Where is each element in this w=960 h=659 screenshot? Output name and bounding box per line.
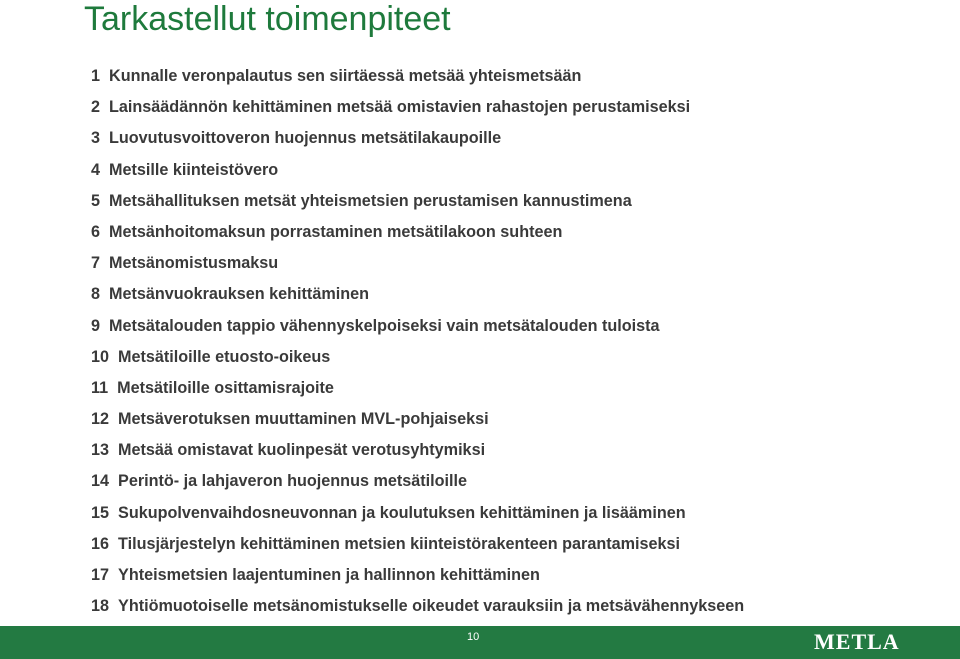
list-item-text: Sukupolvenvaihdosneuvonnan ja koulutuksen kehittäminen ja lisääminen <box>118 503 686 522</box>
list-item-text: Metsänvuokrauksen kehittäminen <box>109 285 369 304</box>
list-item-number: 2 <box>91 98 101 117</box>
list-item-number: 6 <box>91 222 101 241</box>
list-item <box>91 186 744 217</box>
list-item-text: Metsähallituksen metsät yhteismetsien perustamisen kannustimena <box>109 191 632 210</box>
list-item-text: Tilusjärjestelyn kehittäminen metsien kiinteistörakenteen parantamiseksi <box>118 534 681 553</box>
list-item-number: 10 <box>91 347 110 366</box>
list-item-text: Metsäverotuksen muuttaminen MVL-pohjaiseksi <box>118 410 489 429</box>
list-item-text: Metsätiloille osittamisrajoite <box>117 378 334 397</box>
list-item-number: 16 <box>91 534 110 553</box>
list-item <box>91 248 744 279</box>
page-number: 10 <box>467 631 480 643</box>
list-item-text: Metsää omistavat kuolinpesät verotusyhtymiksi <box>118 441 486 460</box>
slide-title: Tarkastellut toimenpiteet <box>84 0 451 38</box>
list-item <box>91 373 744 404</box>
list-item-text: Metsille kiinteistövero <box>109 160 279 179</box>
list-item-number: 18 <box>91 597 110 616</box>
list-item-text: Yhtiömuotoiselle metsänomistukselle oikeudet varauksiin ja metsävähennykseen <box>118 597 745 616</box>
list-item-number: 8 <box>91 285 101 304</box>
list-item <box>91 123 744 154</box>
list-item-text: Metsänomistusmaksu <box>109 254 279 273</box>
list-item <box>91 342 744 373</box>
list-item-text: Metsätiloille etuosto-oikeus <box>118 347 331 366</box>
list-item <box>91 529 744 560</box>
list-item-text: Kunnalle veronpalautus sen siirtäessä metsää yhteismetsään <box>109 67 582 85</box>
list-item-text: Perintö- ja lahjaveron huojennus metsätiloille <box>118 472 468 491</box>
list-item <box>91 560 744 591</box>
metla-logo: METLA <box>814 629 900 654</box>
list-item <box>91 61 744 92</box>
list-item-text: Metsänhoitomaksun porrastaminen metsätilakoon suhteen <box>109 222 563 241</box>
list-item-text: Lainsäädännön kehittäminen metsää omistavien rahastojen perustamiseksi <box>109 98 691 117</box>
list-item <box>91 92 744 123</box>
list-item-text: Yhteismetsien laajentuminen ja hallinnon kehittäminen <box>118 566 540 584</box>
list-item <box>91 435 744 466</box>
list-item <box>91 217 744 248</box>
list-item-number: 3 <box>91 129 101 148</box>
list-item <box>91 498 744 529</box>
measures-list <box>91 61 744 622</box>
list-item-number: 15 <box>91 503 110 522</box>
list-item-number: 14 <box>91 472 110 491</box>
list-item-number: 12 <box>91 410 110 429</box>
list-item-number: 5 <box>91 191 101 210</box>
list-item-number: 1 <box>91 67 101 85</box>
list-item <box>91 404 744 435</box>
list-item-text: Metsätalouden tappio vähennyskelpoiseksi vain metsätalouden tuloista <box>109 316 660 335</box>
list-item <box>91 311 744 342</box>
list-item <box>91 155 744 186</box>
list-item <box>91 279 744 310</box>
footer-bar <box>0 626 960 659</box>
list-item-number: 7 <box>91 254 101 273</box>
list-item-text: Luovutusvoittoveron huojennus metsätilakaupoille <box>109 129 502 148</box>
list-item-number: 4 <box>91 160 101 179</box>
list-item-number: 9 <box>91 316 101 335</box>
list-item <box>91 466 744 497</box>
list-item-number: 11 <box>91 378 109 397</box>
list-item-number: 13 <box>91 441 110 460</box>
list-item-number: 17 <box>91 566 110 584</box>
list-item <box>91 591 744 622</box>
